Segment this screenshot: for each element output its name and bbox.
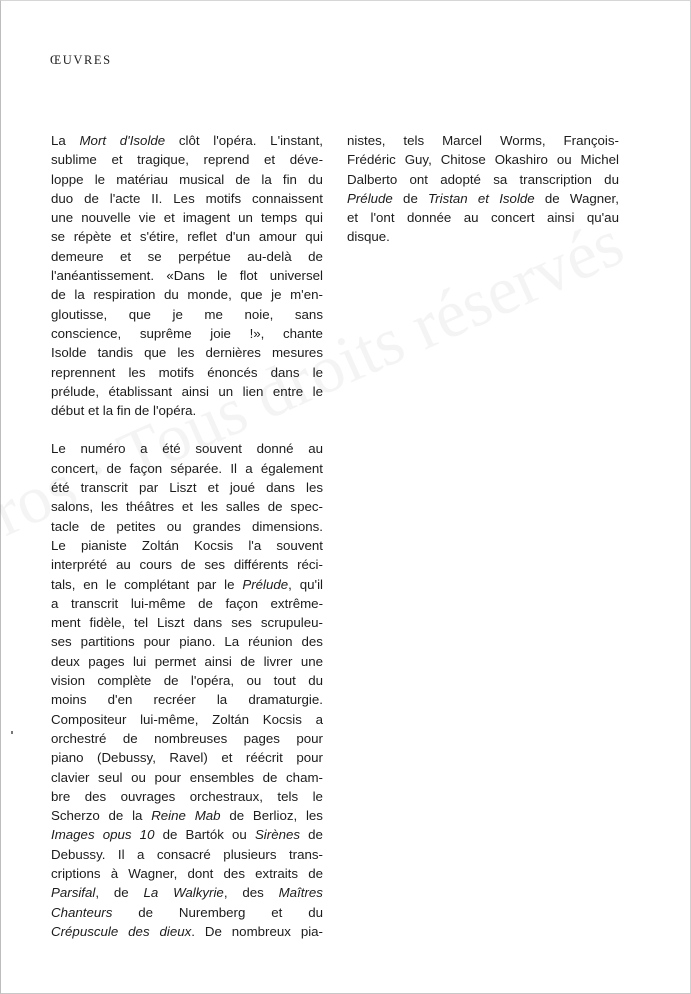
text-line: criptions à Wagner, dont des extraits de <box>51 865 323 881</box>
text-line: orchestré de nombreuses pages pour <box>51 730 323 746</box>
text-line: loppe le matériau musical de la fin du <box>51 171 323 187</box>
text-line: Debussy. Il a consacré plusieurs trans- <box>51 846 323 862</box>
text-line: La Mort d'Isolde clôt l'opéra. L'instant, <box>51 133 323 148</box>
text-line: Parsifal, de La Walkyrie, des Maîtres <box>51 885 323 901</box>
paragraph-transcriptions <box>51 439 323 941</box>
scan-speck <box>11 731 13 734</box>
text-line: se répète et s'étire, reflet d'un amour qui <box>51 229 323 245</box>
text-line: duo de l'acte II. Les motifs connaissent <box>51 190 323 206</box>
text-line: de la respiration du monde, que je m'en- <box>51 287 323 303</box>
text-line: Isolde tandis que les dernières mesures <box>51 345 323 361</box>
paragraph-pianistes <box>347 131 619 247</box>
text-line: Le numéro a été souvent donné au <box>51 441 323 457</box>
text-line: gloutisse, que je me noie, sans <box>51 306 323 322</box>
text-line: reprennent les motifs énoncés dans le <box>51 364 323 380</box>
text-line: nistes, tels Marcel Worms, François- <box>347 133 619 148</box>
section-header: ŒUVRES <box>50 53 112 67</box>
text-line: concert, de façon séparée. Il a également <box>51 460 323 476</box>
text-line: Prélude de Tristan et Isolde de Wagner, <box>347 190 619 206</box>
text-line: clavier seul ou pour ensembles de cham- <box>51 769 323 785</box>
text-line: prélude, établissant ainsi un lien entre le <box>51 383 323 399</box>
right-column <box>347 131 619 247</box>
text-line: conscience, suprême joie !», chante <box>51 325 323 341</box>
text-line: été transcrit par Liszt et joué dans les <box>51 480 323 496</box>
text-line: début et la fin de l'opéra. <box>51 403 197 419</box>
text-line: Dalberto ont adopté sa transcription du <box>347 171 619 187</box>
text-line: l'anéantissement. «Dans le flot universel <box>51 268 323 284</box>
text-line: a transcrit lui-même de façon extrême- <box>51 595 323 611</box>
text-line: Le pianiste Zoltán Kocsis l'a souvent <box>51 537 323 553</box>
text-line: Chanteurs de Nuremberg et du <box>51 904 323 920</box>
text-line: sublime et tragique, reprend et déve- <box>51 152 323 168</box>
paragraph-gap <box>51 420 323 439</box>
text-line: deux pages lui permet ainsi de livrer une <box>51 653 323 669</box>
text-line: moins d'en recréer la dramaturgie. <box>51 692 323 708</box>
text-line: Scherzo de la Reine Mab de Berlioz, les <box>51 808 323 824</box>
text-line: ses partitions pour piano. La réunion des <box>51 634 323 650</box>
text-line: demeure et se perpétue au-delà de <box>51 248 323 264</box>
text-line: et l'ont donnée au concert ainsi qu'au <box>347 210 619 226</box>
text-line: tals, en le complétant par le Prélude, qu'il <box>51 576 323 592</box>
text-line: Frédéric Guy, Chitose Okashiro ou Michel <box>347 152 619 168</box>
text-line: Images opus 10 de Bartók ou Sirènes de <box>51 827 323 843</box>
text-line: disque. <box>347 229 390 245</box>
text-line: une nouvelle vie et imagent un temps qui <box>51 210 323 226</box>
text-line: Crépuscule des dieux. De nombreux pia- <box>51 923 323 939</box>
text-line: tacle de petites ou grandes dimensions. <box>51 518 323 534</box>
text-line: Compositeur lui-même, Zoltán Kocsis a <box>51 711 323 727</box>
text-line: vision complète de l'opéra, ou tout du <box>51 673 323 689</box>
text-line: salons, les théâtres et les salles de spec- <box>51 499 323 515</box>
left-column <box>51 131 323 941</box>
paragraph-mort-disolde <box>51 131 323 420</box>
text-line: ment fidèle, tel Liszt dans ses scrupuleu- <box>51 615 323 631</box>
text-line: piano (Debussy, Ravel) et réécrit pour <box>51 750 323 766</box>
text-line: bre des ouvrages orchestraux, tels le <box>51 788 323 804</box>
text-line: interprété au cours de ses différents réci- <box>51 557 323 573</box>
